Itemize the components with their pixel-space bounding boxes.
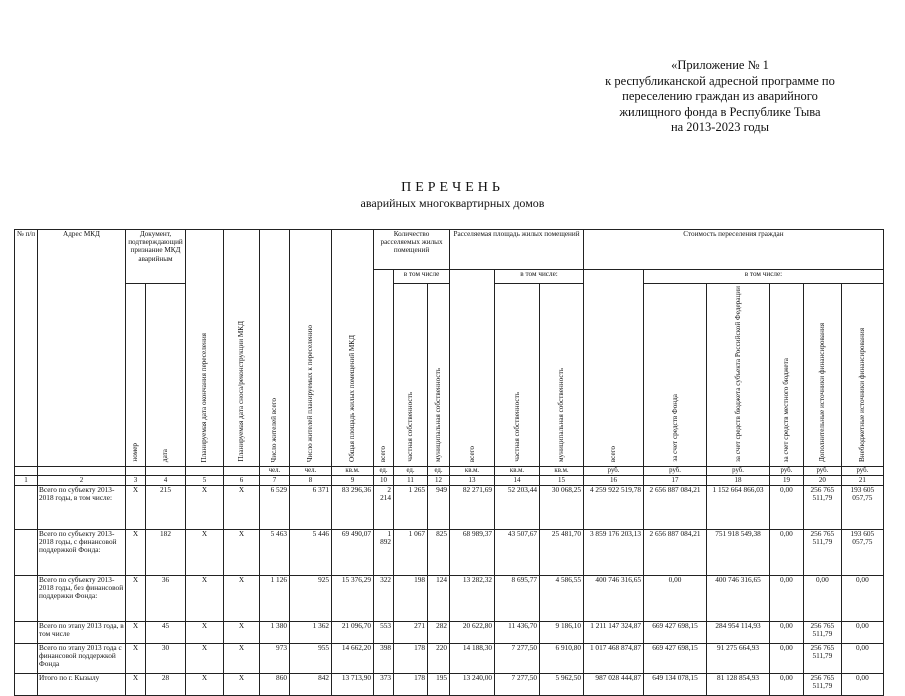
cell-col-8: 842 [290,673,332,695]
cell-col-19: 0,00 [770,673,804,695]
cell-col-17: 2 656 887 084,21 [644,529,707,575]
column-number-cell: 18 [707,476,770,485]
cell-col-7: 1 126 [260,575,290,621]
cell-col-9: 83 296,36 [332,485,374,529]
cell-col-3: X [126,673,146,695]
header-cost-subject: за счет средств бюджета субъекта Российской Федерации [707,284,770,467]
cell-col-20: 256 765 511,79 [803,485,841,529]
cell-col-11: 198 [394,575,428,621]
cell-col-4: 30 [146,643,186,673]
row-number-cell [15,529,38,575]
cell-col-6: X [224,673,260,695]
cell-col-20: 0,00 [803,575,841,621]
table-row [15,485,884,529]
cell-col-15: 9 186,10 [540,621,584,643]
annex-line: к республиканской адресной программе по [605,73,835,88]
column-number-cell: 11 [394,476,428,485]
row-number-cell [15,485,38,529]
unit-cell [224,467,260,476]
cell-col-5: X [186,485,224,529]
cell-col-3: X [126,621,146,643]
column-number-cell: 9 [332,476,374,485]
cell-col-15: 4 586,55 [540,575,584,621]
header-rooms-private: частная собственность [394,284,428,467]
annex-line: «Приложение № 1 [671,58,769,72]
cell-col-5: X [186,529,224,575]
column-numbers-row [15,476,884,485]
cell-col-14: 8 695,77 [495,575,540,621]
annex-line: переселению граждан из аварийного [622,89,818,103]
cell-col-12: 195 [428,673,450,695]
column-number-cell: 21 [841,476,883,485]
cell-col-2: Всего по этапу 2013 года, в том числе [38,621,126,643]
cell-col-14: 43 507,67 [495,529,540,575]
cell-col-9: 15 376,29 [332,575,374,621]
cell-col-8: 955 [290,643,332,673]
header-area-total: всего [450,270,495,467]
cell-col-5: X [186,673,224,695]
header-num: № п/п [15,230,38,467]
cell-col-18: 91 275 664,93 [707,643,770,673]
cell-col-5: X [186,621,224,643]
cell-col-12: 949 [428,485,450,529]
column-number-cell: 15 [540,476,584,485]
header-planned-end: Планируемая дата окончания переселения [186,230,224,467]
cell-col-8: 1 362 [290,621,332,643]
table-row [15,673,884,695]
cell-col-13: 82 271,69 [450,485,495,529]
unit-cell: кв.м. [495,467,540,476]
unit-cell: ед. [394,467,428,476]
header-cost-offbudget: Внебюджетные источники финансирования [841,284,883,467]
cell-col-21: 0,00 [841,643,883,673]
cell-col-3: X [126,529,146,575]
unit-cell [186,467,224,476]
cell-col-15: 25 481,70 [540,529,584,575]
column-number-cell: 20 [803,476,841,485]
unit-cell: руб. [707,467,770,476]
cell-col-6: X [224,643,260,673]
cell-col-16: 987 028 444,87 [584,673,644,695]
houses-table [14,229,884,696]
cell-col-17: 669 427 698,15 [644,643,707,673]
cell-col-21: 0,00 [841,673,883,695]
table-row [15,529,884,575]
cell-col-19: 0,00 [770,529,804,575]
cell-col-14: 7 277,50 [495,643,540,673]
cell-col-10: 398 [374,643,394,673]
cell-col-7: 860 [260,673,290,695]
cell-col-2: Всего по субъекту 2013-2018 годы, в том числе: [38,485,126,529]
cell-col-9: 21 096,70 [332,621,374,643]
cell-col-17: 0,00 [644,575,707,621]
cell-col-17: 669 427 698,15 [644,621,707,643]
column-number-cell: 4 [146,476,186,485]
cell-col-2: Всего по этапу 2013 года с финансовой поддержкой Фонда [38,643,126,673]
header-planned-demolish: Планируемая дата сноса/реконструкции МКД [224,230,260,467]
cell-col-20: 256 765 511,79 [803,621,841,643]
cell-col-3: X [126,485,146,529]
cell-col-8: 5 446 [290,529,332,575]
column-number-cell: 10 [374,476,394,485]
cell-col-6: X [224,485,260,529]
cell-col-13: 68 989,37 [450,529,495,575]
cell-col-19: 0,00 [770,485,804,529]
cell-col-18: 1 152 664 866,03 [707,485,770,529]
column-number-cell: 19 [770,476,804,485]
header-cost-fund: за счет средств Фонда [644,284,707,467]
header-doc-number: номер [126,284,146,467]
header-doc-date: дата [146,284,186,467]
unit-cell: руб. [584,467,644,476]
header-area-settled: Расселяемая площадь жилых помещений [450,230,584,270]
unit-cell: кв.м. [540,467,584,476]
row-number-cell [15,643,38,673]
annex-line: на 2013-2023 годы [670,120,770,134]
cell-col-18: 81 128 854,93 [707,673,770,695]
cell-col-6: X [224,575,260,621]
cell-col-3: X [126,643,146,673]
column-number-cell: 2 [38,476,126,485]
header-document: Документ, подтверждающий признание МКД аварийным [126,230,186,284]
column-number-cell: 14 [495,476,540,485]
column-number-cell: 13 [450,476,495,485]
header-area-incl: в том числе: [495,270,584,284]
cell-col-2: Всего по субъекту 2013-2018 годы, с финансовой поддержкой Фонда: [38,529,126,575]
header-rooms-count: Количество расселяемых жилых помещений [374,230,450,270]
column-number-cell: 6 [224,476,260,485]
document-subtitle: аварийных многоквартирных домов [360,196,545,210]
cell-col-10: 373 [374,673,394,695]
unit-cell: чел. [290,467,332,476]
header-residents-total: Число жителей всего [260,230,290,467]
cell-col-6: X [224,621,260,643]
cell-col-2: Всего по субъекту 2013-2018 годы, без финансовой поддержки Фонда: [38,575,126,621]
cell-col-5: X [186,643,224,673]
column-number-cell: 16 [584,476,644,485]
column-number-cell: 8 [290,476,332,485]
cell-col-7: 973 [260,643,290,673]
cell-col-13: 20 622,80 [450,621,495,643]
unit-cell: кв.м. [332,467,374,476]
unit-cell [146,467,186,476]
cell-col-14: 11 436,70 [495,621,540,643]
header-area-private: частная собственность [495,284,540,467]
cell-col-17: 2 656 887 084,21 [644,485,707,529]
cell-col-9: 69 490,07 [332,529,374,575]
cell-col-18: 284 954 114,93 [707,621,770,643]
cell-col-18: 400 746 316,65 [707,575,770,621]
cell-col-10: 322 [374,575,394,621]
cell-col-13: 13 240,00 [450,673,495,695]
header-rooms-total: всего [374,270,394,467]
unit-cell: руб. [803,467,841,476]
cell-col-12: 282 [428,621,450,643]
table-row [15,575,884,621]
header-cost-incl: в том числе: [644,270,884,284]
cell-col-8: 925 [290,575,332,621]
header-cost-total: всего [584,270,644,467]
cell-col-19: 0,00 [770,575,804,621]
cell-col-15: 6 910,80 [540,643,584,673]
unit-cell: кв.м. [450,467,495,476]
cell-col-12: 124 [428,575,450,621]
header-area-municipal: муниципальная собственность [540,284,584,467]
cell-col-15: 5 962,50 [540,673,584,695]
header-cost-local: за счет средств местного бюджета [770,284,804,467]
cell-col-20: 256 765 511,79 [803,673,841,695]
cell-col-16: 1 211 147 324,87 [584,621,644,643]
cell-col-16: 4 259 922 519,78 [584,485,644,529]
column-number-cell: 1 [15,476,38,485]
header-total-area: Общая площадь жилых помещений МКД [332,230,374,467]
cell-col-15: 30 068,25 [540,485,584,529]
header-cost-extra: Дополнительные источники финансирования [803,284,841,467]
cell-col-12: 825 [428,529,450,575]
annex-header [560,58,880,136]
cell-col-7: 5 463 [260,529,290,575]
cell-col-13: 14 188,30 [450,643,495,673]
header-cost: Стоимость переселения граждан [584,230,884,270]
cell-col-6: X [224,529,260,575]
column-number-cell: 17 [644,476,707,485]
cell-col-19: 0,00 [770,621,804,643]
cell-col-4: 36 [146,575,186,621]
cell-col-5: X [186,575,224,621]
cell-col-16: 1 017 468 874,87 [584,643,644,673]
cell-col-7: 1 380 [260,621,290,643]
unit-cell [38,467,126,476]
cell-col-14: 7 277,50 [495,673,540,695]
cell-col-3: X [126,575,146,621]
table-row [15,643,884,673]
unit-cell: ед. [374,467,394,476]
cell-col-7: 6 529 [260,485,290,529]
cell-col-20: 256 765 511,79 [803,529,841,575]
row-number-cell [15,673,38,695]
cell-col-19: 0,00 [770,643,804,673]
unit-cell: ед. [428,467,450,476]
unit-cell [15,467,38,476]
cell-col-18: 751 918 549,38 [707,529,770,575]
cell-col-20: 256 765 511,79 [803,643,841,673]
cell-col-21: 0,00 [841,575,883,621]
cell-col-4: 45 [146,621,186,643]
document-title: ПЕРЕЧЕНЬ [401,180,504,195]
header-rooms-incl: в том числе [394,270,450,284]
header-rooms-municipal: муниципальная собственность [428,284,450,467]
annex-line: жилищного фонда в Республике Тыва [619,104,821,119]
cell-col-11: 271 [394,621,428,643]
cell-col-21: 0,00 [841,621,883,643]
cell-col-12: 220 [428,643,450,673]
header-residents-planned: Число жителей планируемых к переселению [290,230,332,467]
units-row [15,467,884,476]
cell-col-8: 6 371 [290,485,332,529]
cell-col-11: 1 067 [394,529,428,575]
cell-col-21: 193 605 057,75 [841,485,883,529]
cell-col-4: 182 [146,529,186,575]
cell-col-16: 3 859 176 203,13 [584,529,644,575]
cell-col-10: 553 [374,621,394,643]
cell-col-14: 52 203,44 [495,485,540,529]
cell-col-13: 13 282,32 [450,575,495,621]
column-number-cell: 12 [428,476,450,485]
cell-col-9: 13 713,90 [332,673,374,695]
unit-cell: чел. [260,467,290,476]
column-number-cell: 3 [126,476,146,485]
cell-col-11: 178 [394,673,428,695]
header-address: Адрес МКД [38,230,126,467]
cell-col-10: 2 214 [374,485,394,529]
column-number-cell: 5 [186,476,224,485]
cell-col-11: 178 [394,643,428,673]
row-number-cell [15,575,38,621]
cell-col-2: Итого по г. Кызылу [38,673,126,695]
column-number-cell: 7 [260,476,290,485]
unit-cell: руб. [841,467,883,476]
unit-cell [126,467,146,476]
unit-cell: руб. [644,467,707,476]
cell-col-10: 1 892 [374,529,394,575]
cell-col-9: 14 662,20 [332,643,374,673]
cell-col-17: 649 134 078,15 [644,673,707,695]
cell-col-16: 400 746 316,65 [584,575,644,621]
cell-col-4: 28 [146,673,186,695]
cell-col-4: 215 [146,485,186,529]
cell-col-21: 193 605 057,75 [841,529,883,575]
unit-cell: руб. [770,467,804,476]
cell-col-11: 1 265 [394,485,428,529]
